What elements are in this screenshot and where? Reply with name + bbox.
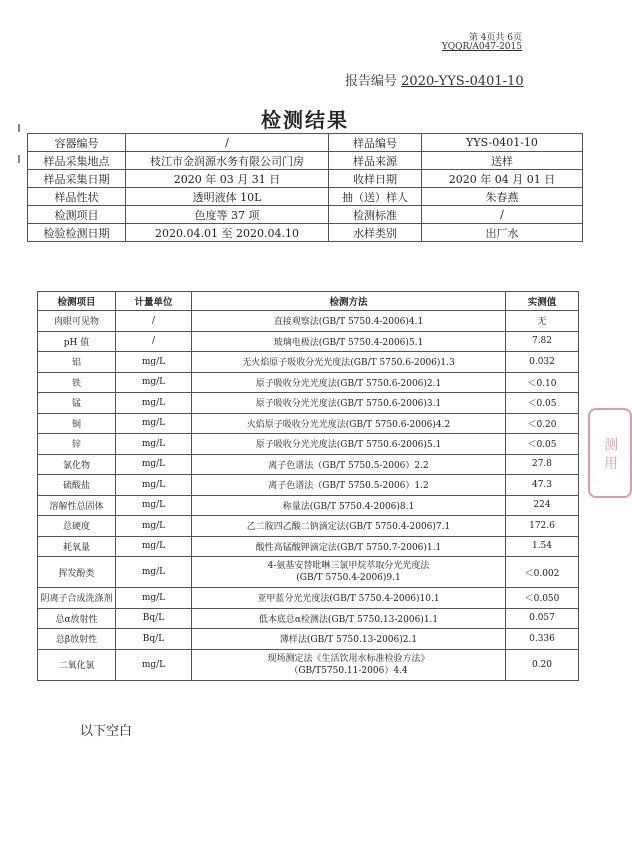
table-row: [38, 516, 579, 537]
info-label: 样品采集地点: [28, 152, 126, 170]
info-value: /: [126, 134, 329, 152]
cell-item: 溶解性总固体: [38, 495, 116, 516]
table-row: [38, 649, 579, 680]
info-row: [28, 206, 583, 224]
info-value: 2020 年 03 月 31 日: [126, 170, 329, 188]
table-row: [38, 393, 579, 414]
cell-value: ＜0.05: [506, 393, 579, 414]
cell-unit: mg/L: [116, 393, 192, 414]
footer-note: 以下空白: [80, 724, 133, 739]
cell-method: 无火焰原子吸收分光光度法(GB/T 5750.6-2006)1.3: [192, 352, 506, 373]
seal-stamp: 测 用: [588, 408, 632, 498]
info-row: [28, 170, 583, 188]
cell-unit: mg/L: [116, 454, 192, 475]
cell-unit: mg/L: [116, 557, 192, 588]
method-text: 现场测定法《生活饮用水标准检验方法》 （GB/T5750.11-2006）4.4: [267, 653, 430, 676]
header-value: 实测值: [506, 292, 579, 311]
cell-method: 称量法(GB/T 5750.4-2006)8.1: [192, 495, 506, 516]
sample-info-table: [27, 133, 583, 242]
info-label: 检验检测日期: [28, 224, 126, 242]
info-value: 2020 年 04 月 01 日: [422, 170, 583, 188]
cell-unit: Bq/L: [116, 629, 192, 650]
info-label: 样品编号: [329, 134, 422, 152]
results-table: [37, 291, 579, 681]
info-label: 收样日期: [329, 170, 422, 188]
table-row: [38, 352, 579, 373]
cell-unit: /: [116, 311, 192, 332]
info-label: 样品性状: [28, 188, 126, 206]
cell-item: 总β放射性: [38, 629, 116, 650]
cell-value: ＜0.10: [506, 372, 579, 393]
cell-item: pH 值: [38, 331, 116, 352]
cell-method: 离子色谱法（GB/T 5750.5-2006）2.2: [192, 454, 506, 475]
cell-item: 铝: [38, 352, 116, 373]
cell-value: 27.8: [506, 454, 579, 475]
cell-item: 铜: [38, 413, 116, 434]
cell-item: 阴离子合成洗涤剂: [38, 588, 116, 609]
page-info: 第 4页共 6页: [468, 33, 522, 43]
report-number-value: 2020-YYS-0401-10: [401, 74, 524, 89]
cell-unit: mg/L: [116, 475, 192, 496]
cell-unit: mg/L: [116, 649, 192, 680]
table-row: [38, 331, 579, 352]
cell-item: 肉眼可见物: [38, 311, 116, 332]
cell-item: 氯化物: [38, 454, 116, 475]
cell-method: [192, 649, 506, 680]
cell-value: 0.20: [506, 649, 579, 680]
info-row: [28, 134, 583, 152]
cell-value: 无: [506, 311, 579, 332]
info-label: 容器编号: [28, 134, 126, 152]
cell-method: 玻璃电极法(GB/T 5750.4-2006)5.1: [192, 331, 506, 352]
table-row: [38, 475, 579, 496]
cell-unit: mg/L: [116, 495, 192, 516]
report-number-label: 报告编号: [345, 74, 398, 89]
table-row: [38, 311, 579, 332]
cell-value: 7.82: [506, 331, 579, 352]
cell-item: 耗氧量: [38, 536, 116, 557]
header-unit: 计量单位: [116, 292, 192, 311]
info-label: 检测标准: [329, 206, 422, 224]
cell-method: 离子色谱法（GB/T 5750.5-2006）1.2: [192, 475, 506, 496]
cell-value: ＜0.050: [506, 588, 579, 609]
info-row: [28, 188, 583, 206]
cell-method: 原子吸收分光光度法(GB/T 5750.6-2006)2.1: [192, 372, 506, 393]
cell-unit: mg/L: [116, 516, 192, 537]
cell-unit: mg/L: [116, 588, 192, 609]
cell-value: 172.6: [506, 516, 579, 537]
cell-value: ＜0.20: [506, 413, 579, 434]
info-label: 样品采集日期: [28, 170, 126, 188]
table-row: [38, 588, 579, 609]
info-value: 出厂水: [422, 224, 583, 242]
results-header-row: [38, 292, 579, 311]
cell-unit: /: [116, 331, 192, 352]
page-title: 检测结果: [261, 108, 349, 132]
info-value: 朱春燕: [422, 188, 583, 206]
cell-value: ＜0.002: [506, 557, 579, 588]
header-method: 检测方法: [192, 292, 506, 311]
cell-item: 二氧化氯: [38, 649, 116, 680]
info-value: /: [422, 206, 583, 224]
cell-value: 0.032: [506, 352, 579, 373]
report-number: [345, 70, 524, 89]
table-row: [38, 413, 579, 434]
cell-method: 薄样法(GB/T 5750.13-2006)2.1: [192, 629, 506, 650]
cell-value: 0.336: [506, 629, 579, 650]
table-row: [38, 629, 579, 650]
cell-method: 原子吸收分光光度法(GB/T 5750.6-2006)3.1: [192, 393, 506, 414]
cell-method: 原子吸收分光光度法(GB/T 5750.6-2006)5.1: [192, 434, 506, 455]
table-row: [38, 372, 579, 393]
cell-method: 火焰原子吸收分光光度法(GB/T 5750.6-2006)4.2: [192, 413, 506, 434]
table-row: [38, 557, 579, 588]
cell-value: 47.3: [506, 475, 579, 496]
info-row: [28, 152, 583, 170]
info-label: 抽（送）样人: [329, 188, 422, 206]
cell-unit: Bq/L: [116, 608, 192, 629]
cell-item: 铁: [38, 372, 116, 393]
cell-unit: mg/L: [116, 372, 192, 393]
info-value: 色度等 37 项: [126, 206, 329, 224]
cell-method: [192, 557, 506, 588]
info-value: YYS-0401-10: [422, 134, 583, 152]
cell-method: 直接观察法(GB/T 5750.4-2006)4.1: [192, 311, 506, 332]
cell-value: 1.54: [506, 536, 579, 557]
cell-value: 0.057: [506, 608, 579, 629]
info-value: 枝江市金润源水务有限公司门房: [126, 152, 329, 170]
table-row: [38, 536, 579, 557]
header-item: 检测项目: [38, 292, 116, 311]
info-value: 透明液体 10L: [126, 188, 329, 206]
info-value: 2020.04.01 至 2020.04.10: [126, 224, 329, 242]
table-row: [38, 495, 579, 516]
info-label: 检测项目: [28, 206, 126, 224]
table-row: [38, 608, 579, 629]
info-row: [28, 224, 583, 242]
cell-item: 挥发酚类: [38, 557, 116, 588]
cell-method: 低本底总α检测法(GB/T 5750.13-2006)1.1: [192, 608, 506, 629]
doc-code: YQQR/A047-2015: [441, 42, 522, 52]
cell-unit: mg/L: [116, 434, 192, 455]
cell-item: 锌: [38, 434, 116, 455]
cell-method: 亚甲蓝分光光度法(GB/T 5750.4-2006)10.1: [192, 588, 506, 609]
cell-unit: mg/L: [116, 352, 192, 373]
cell-unit: mg/L: [116, 536, 192, 557]
cell-value: ＜0.05: [506, 434, 579, 455]
cell-unit: mg/L: [116, 413, 192, 434]
binding-mark: [18, 155, 20, 163]
cell-item: 总α放射性: [38, 608, 116, 629]
info-label: 样品来源: [329, 152, 422, 170]
info-label: 水样类别: [329, 224, 422, 242]
cell-item: 总硬度: [38, 516, 116, 537]
cell-value: 224: [506, 495, 579, 516]
cell-method: 乙二胺四乙酸二钠滴定法(GB/T 5750.4-2006)7.1: [192, 516, 506, 537]
cell-item: 锰: [38, 393, 116, 414]
table-row: [38, 454, 579, 475]
info-value: 送样: [422, 152, 583, 170]
cell-method: 酸性高锰酸钾滴定法(GB/T 5750.7-2006)1.1: [192, 536, 506, 557]
cell-item: 硫酸盐: [38, 475, 116, 496]
method-text: 4-氨基安替吡啉三氯甲烷萃取分光光度法 (GB/T 5750.4-2006)9.1: [267, 561, 430, 583]
table-row: [38, 434, 579, 455]
